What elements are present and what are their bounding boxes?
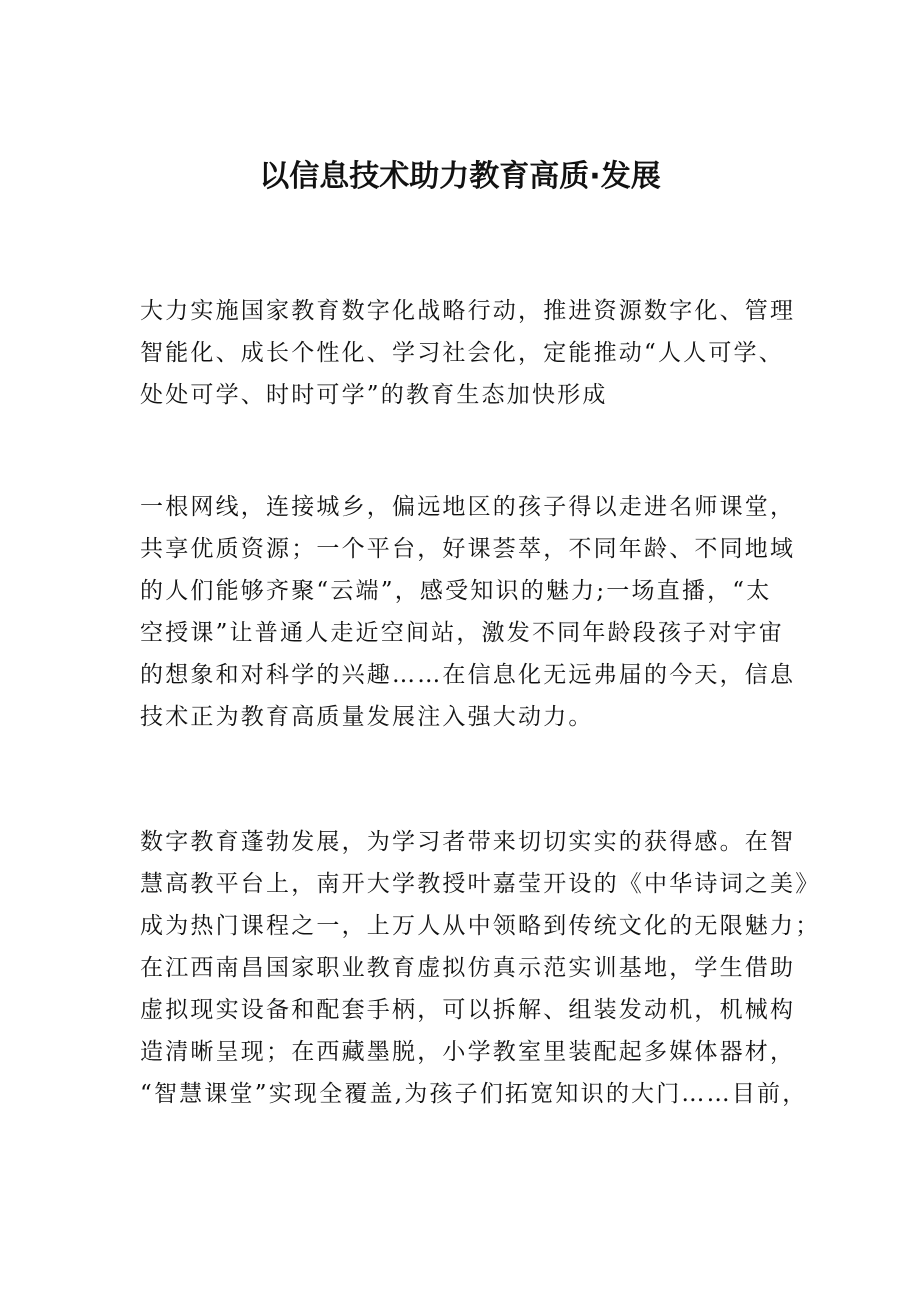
paragraph-line: 数字教育蓬勃发展，为学习者带来切切实实的获得感。在智: [140, 829, 796, 855]
paragraph-line: 智能化、成长个性化、学习社会化，定能推动“人人可学、: [140, 340, 784, 366]
paragraph-line: 在江西南昌国家职业教育虚拟仿真示范实训基地，学生借助: [140, 955, 796, 981]
paragraph-1: [140, 290, 800, 416]
document-title: 以信息技术助力教育高质·发展: [259, 159, 661, 194]
paragraph-line: 的想象和对科学的兴趣……在信息化无远弗届的今天，信息: [140, 662, 796, 688]
paragraph-line: 虚拟现实设备和配套手柄，可以拆解、组装发动机，机械构: [140, 997, 796, 1023]
paragraph-line: “智慧课堂”实现全覆盖,为孩子们拓宽知识的大门……目前，: [140, 1081, 808, 1107]
paragraph-line: 大力实施国家教育数字化战略行动，推进资源数字化、管理: [140, 298, 796, 324]
paragraph-2: [140, 486, 800, 738]
paragraph-3: [140, 821, 821, 1115]
paragraph-line: 的人们能够齐聚“云端”，感受知识的魅力;一场直播，“太: [140, 578, 772, 604]
paragraph-line: 空授课”让普通人走近空间站，激发不同年龄段孩子对宇宙: [140, 620, 784, 646]
paragraph-line: 慧高教平台上，南开大学教授叶嘉莹开设的《中华诗词之美》: [140, 871, 821, 897]
paragraph-line: 共享优质资源；一个平台，好课荟萃，不同年龄、不同地域: [140, 536, 796, 562]
paragraph-line: 成为热门课程之一，上万人从中领略到传统文化的无限魅力；: [140, 913, 821, 939]
paragraph-line: 处处可学、时时可学”的教育生态加快形成: [140, 382, 608, 408]
paragraph-line: 造清晰呈现；在西藏墨脱，小学教室里装配起多媒体器材，: [140, 1039, 796, 1065]
paragraph-line: 一根网线，连接城乡，偏远地区的孩子得以走进名师课堂，: [140, 494, 796, 520]
paragraph-line: 技术正为教育高质量发展注入强大动力。: [140, 704, 594, 730]
